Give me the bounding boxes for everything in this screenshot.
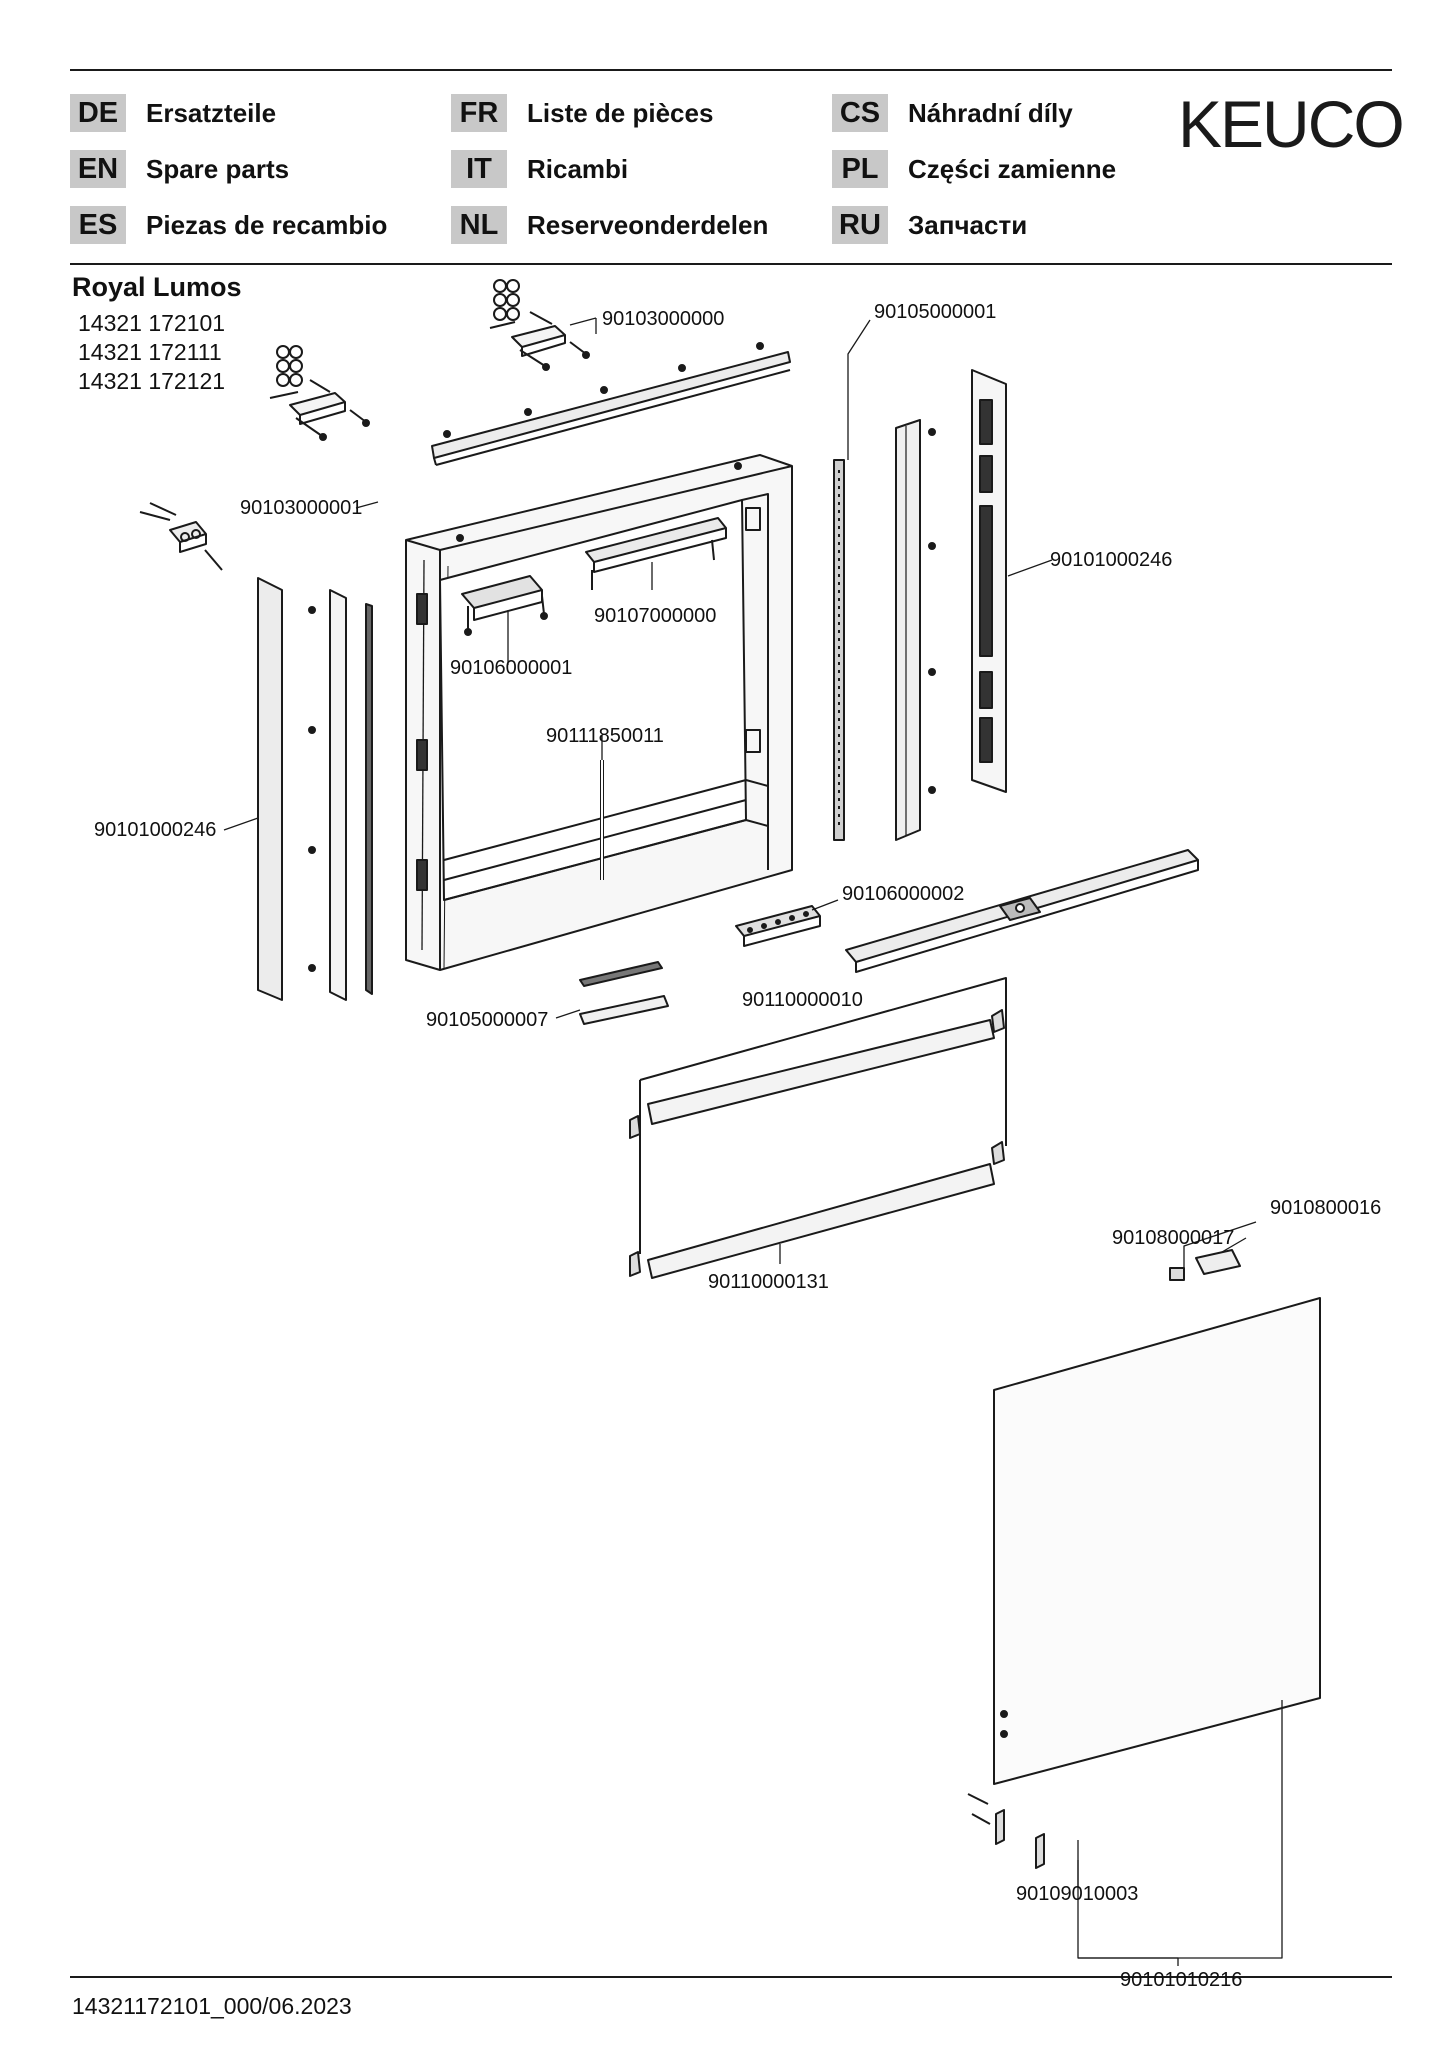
switch-module	[736, 906, 820, 946]
side-panel-inner-left	[309, 590, 346, 1000]
part-label-90106000001: 90106000001	[450, 657, 573, 679]
lang-code: IT	[451, 150, 507, 188]
article-number: 14321 172101	[78, 310, 226, 336]
part-label-90101010216: 90101010216	[1120, 1969, 1243, 1991]
mounting-bracket-left	[270, 380, 369, 440]
side-panel-right	[972, 370, 1006, 792]
lang-label: Piezas de recambio	[146, 209, 388, 240]
lang-label: Náhradní díly	[908, 97, 1073, 128]
mounting-bracket-right	[490, 312, 589, 370]
part-label-90110000010: 90110000010	[742, 989, 863, 1011]
top-cover-strip	[432, 343, 790, 465]
side-seal-strip-left	[366, 604, 372, 994]
part-label-90110000131: 90110000131	[708, 1271, 829, 1293]
glass-shelf-lower	[648, 1164, 994, 1278]
part-label-90103000001: 90103000001	[240, 497, 363, 519]
lang-label: Ricambi	[527, 153, 629, 184]
article-number: 14321 172111	[78, 339, 222, 365]
document-id: 14321172101_000/06.2023	[72, 1993, 352, 2019]
lang-code: NL	[451, 206, 507, 244]
small-profiles	[580, 962, 668, 1024]
part-label-90105000001: 90105000001	[874, 301, 997, 323]
profile-rail-right	[896, 420, 935, 840]
lang-label: Części zamienne	[908, 153, 1117, 184]
part-label-90101000246-right: 90101000246	[1050, 549, 1173, 571]
glass-shelf-upper	[648, 1020, 994, 1124]
door-hinge-parts	[968, 1794, 1044, 1868]
led-strip-vertical	[834, 460, 844, 840]
lang-code: PL	[832, 150, 888, 188]
part-label-90101000246-left: 90101000246	[94, 819, 217, 841]
bottom-light-bar	[846, 850, 1198, 972]
lang-code: ES	[70, 206, 126, 244]
part-label-90103000000: 90103000000	[602, 308, 725, 330]
article-number: 14321 172121	[78, 368, 226, 394]
lang-code: EN	[70, 150, 126, 188]
anchor-plugs-left	[277, 346, 302, 386]
product-model: Royal Lumos	[72, 272, 242, 302]
handle-parts	[1170, 1250, 1240, 1280]
lang-label: Запчасти	[908, 209, 1028, 240]
cabinet-body	[406, 455, 792, 970]
part-label-90108000017: 90108000017	[1112, 1227, 1235, 1249]
part-label-90106000002: 90106000002	[842, 883, 965, 905]
lang-code: CS	[832, 94, 888, 132]
lang-label: Ersatzteile	[146, 97, 277, 128]
part-label-90109010003: 90109010003	[1016, 1883, 1139, 1905]
part-label-90111850011: 90111850011	[546, 725, 664, 747]
lang-code: DE	[70, 94, 126, 132]
lang-code: FR	[451, 94, 507, 132]
mirror-door	[994, 1298, 1320, 1784]
lang-label: Reserveonderdelen	[527, 209, 769, 240]
part-label-90107000000: 90107000000	[594, 605, 717, 627]
lang-label: Liste de pièces	[527, 97, 714, 128]
wall-bracket-small	[140, 503, 222, 570]
anchor-plugs-right	[494, 280, 519, 320]
part-label-9010800016: 9010800016	[1270, 1197, 1382, 1219]
keuco-logo: KEUCO	[1178, 87, 1403, 161]
side-panel-outer-left	[258, 578, 282, 1000]
lang-code: RU	[832, 206, 888, 244]
lang-label: Spare parts	[146, 153, 290, 184]
part-label-90105000007: 90105000007	[426, 1009, 549, 1031]
